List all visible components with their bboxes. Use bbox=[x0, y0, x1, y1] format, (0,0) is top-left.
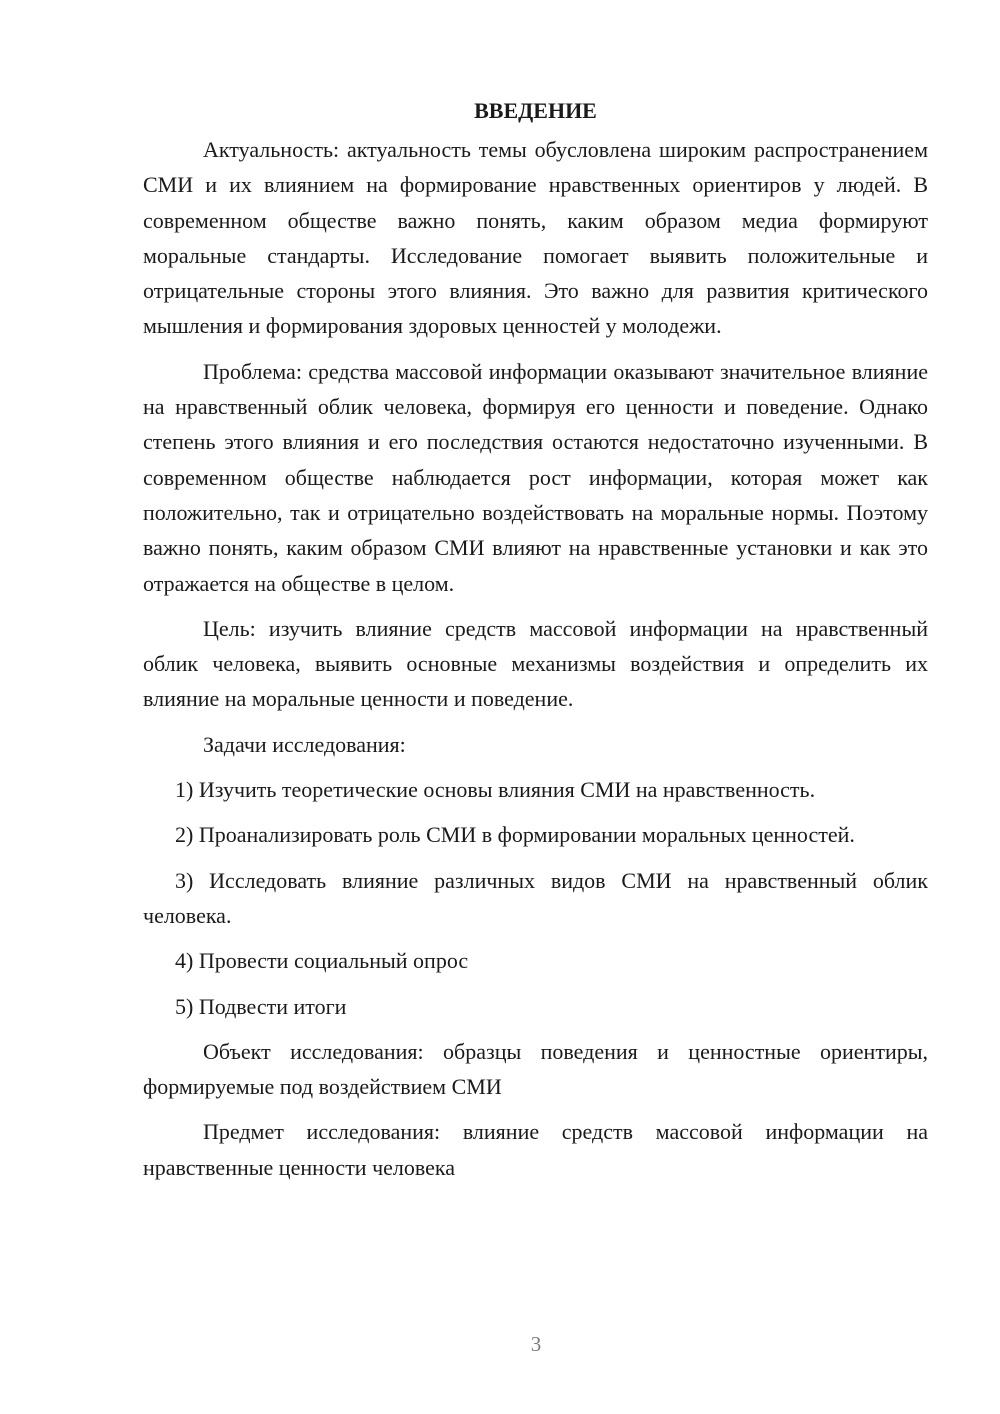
paragraph-relevance: Актуальность: актуальность темы обусловлена широким распространением СМИ и их влиянием на формирование нравственных ориентиров у людей. В современном обществе важно понять, каким образом медиа формируют моральные стандарты. Исследование помогает выявить положительные и отрицательные стороны этого влияния. Это важно для развития критического мышления и формирования здоровых ценностей у молодежи. bbox=[143, 137, 928, 339]
task-item: 1) Изучить теоретические основы влияния СМИ на нравственность. bbox=[175, 777, 816, 803]
section-title: ВВЕДЕНИЕ bbox=[474, 98, 597, 123]
paragraph-goal: Цель: изучить влияние средств массовой информации на нравственный облик человека, выявить основные механизмы воздействия и определить их влияние на моральные ценности и поведение. bbox=[143, 615, 928, 712]
paragraph-object: Объект исследования: образцы поведения и ценностные ориентиры, формируемые под воздействием СМИ bbox=[143, 1038, 928, 1100]
page-number: 3 bbox=[530, 1332, 542, 1356]
task-item: 2) Проанализировать роль СМИ в формировании моральных ценностей. bbox=[175, 822, 855, 848]
tasks-heading: Задачи исследования: bbox=[203, 731, 406, 757]
task-item: 3) Исследовать влияние различных видов СМИ на нравственный облик человека. bbox=[143, 867, 928, 928]
paragraph-subject: Предмет исследования: влияние средств массовой информации на нравственные ценности человека bbox=[143, 1119, 928, 1180]
task-item: 4) Провести социальный опрос bbox=[175, 948, 469, 974]
document-body bbox=[143, 94, 928, 1195]
paragraph-problem: Проблема: средства массовой информации оказывают значительное влияние на нравственный облик человека, формируя его ценности и поведение. Однако степень этого влияния и его последствия остаются недостаточно изученными. В современном обществе наблюдается рост информации, которая может как положительно, так и отрицательно воздействовать на моральные нормы. Поэтому важно понять, каким образом СМИ влияют на нравственные установки и как это отражается на обществе в целом. bbox=[143, 358, 928, 596]
task-item: 5) Подвести итоги bbox=[175, 993, 347, 1019]
